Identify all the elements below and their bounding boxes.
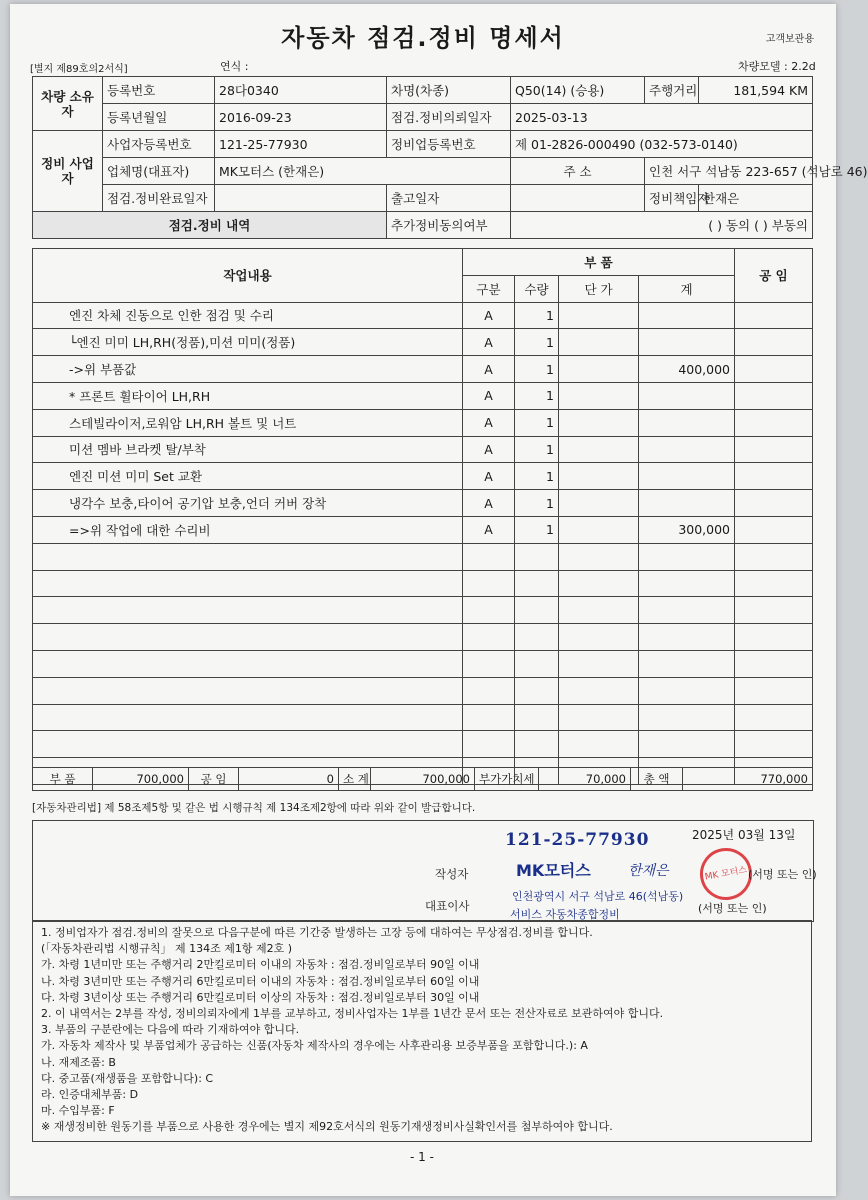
summary-table — [32, 767, 813, 791]
work-cell-labor — [735, 731, 813, 758]
work-table — [32, 248, 813, 785]
car-name-value: Q50(14) (승용) — [511, 77, 645, 104]
stamp-address-2: 서비스 자동차종합정비 — [510, 908, 620, 921]
work-cell-price — [559, 704, 639, 731]
work-cell-desc: └엔진 미미 LH,RH(정품),미션 미미(정품) — [33, 329, 463, 356]
work-cell-type — [463, 704, 515, 731]
work-cell-total — [639, 490, 735, 517]
work-cell-price — [559, 329, 639, 356]
work-cell-type — [463, 624, 515, 651]
work-cell-labor — [735, 543, 813, 570]
work-cell-price — [559, 570, 639, 597]
request-date-label: 점검.정비의뢰일자 — [387, 104, 511, 131]
note-line: 다. 중고품(재생품을 포함합니다): C — [41, 1071, 214, 1085]
table-row — [33, 543, 813, 570]
work-cell-price — [559, 624, 639, 651]
work-cell-desc: 스테빌라이저,로워암 LH,RH 볼트 및 너트 — [33, 409, 463, 436]
work-cell-type — [463, 677, 515, 704]
work-cell-type: A — [463, 382, 515, 409]
consent-value: ( ) 동의 ( ) 부동의 — [511, 212, 813, 239]
work-cell-total — [639, 650, 735, 677]
work-cell-total — [639, 382, 735, 409]
handwritten-name: 한재은 — [628, 863, 669, 879]
work-cell-labor — [735, 704, 813, 731]
qty-header: 수량 — [515, 275, 559, 302]
sum-subtotal-value: 700,000 — [371, 768, 475, 791]
work-cell-qty — [515, 624, 559, 651]
work-cell-price — [559, 302, 639, 329]
work-cell-labor — [735, 597, 813, 624]
work-cell-total — [639, 677, 735, 704]
work-cell-qty: 1 — [515, 490, 559, 517]
work-cell-labor — [735, 302, 813, 329]
work-cell-price — [559, 382, 639, 409]
work-cell-type: A — [463, 302, 515, 329]
note-line: 라. 인증대체부품: D — [41, 1088, 139, 1102]
out-date-value — [511, 185, 645, 212]
work-cell-qty — [515, 731, 559, 758]
details-label: 점검.정비 내역 — [33, 212, 387, 239]
work-cell-total — [639, 302, 735, 329]
table-row — [33, 731, 813, 758]
work-cell-total: 400,000 — [639, 356, 735, 383]
sign-label-1: (서명 또는 인) — [748, 868, 817, 881]
document-title: 자동차 점검.정비 명세서 — [281, 24, 565, 52]
work-cell-desc — [33, 677, 463, 704]
shop-reg-label: 정비업등록번호 — [387, 131, 511, 158]
work-cell-labor — [735, 409, 813, 436]
company-seal: MK 모터스 — [696, 844, 756, 904]
mileage-value: 181,594 KM — [699, 77, 813, 104]
work-cell-price — [559, 463, 639, 490]
work-cell-desc — [33, 650, 463, 677]
sum-total-label: 총 액 — [631, 768, 683, 791]
work-cell-labor — [735, 436, 813, 463]
owner-section-label: 차량 소유자 — [33, 77, 103, 131]
work-cell-desc: 엔진 미션 미미 Set 교환 — [33, 463, 463, 490]
work-cell-labor — [735, 463, 813, 490]
address-value: 인천 서구 석남동 223-657 (석남로 46) — [645, 158, 813, 185]
sum-vat-label: 부가가치세 — [475, 768, 539, 791]
car-name-label: 차명(차종) — [387, 77, 511, 104]
note-line: ※ 재생정비한 원동기를 부품으로 사용한 경우에는 별지 제92호서식의 원동기재생정비사실확인서를 첨부하여야 합니다. — [41, 1120, 613, 1134]
work-cell-price — [559, 650, 639, 677]
table-row — [33, 329, 813, 356]
table-row — [33, 409, 813, 436]
note-line: 1. 정비업자가 점검.정비의 잘못으로 다음구분에 따른 기간중 발생하는 고장 등에 대하여는 무상점검.정비를 합니다. — [41, 926, 593, 939]
table-row — [33, 436, 813, 463]
work-cell-qty — [515, 597, 559, 624]
reg-no-label: 등록번호 — [103, 77, 215, 104]
work-cell-total — [639, 329, 735, 356]
sum-subtotal-label: 소 계 — [339, 768, 371, 791]
work-cell-type: A — [463, 329, 515, 356]
sum-labor-value: 0 — [239, 768, 339, 791]
work-cell-price — [559, 597, 639, 624]
work-cell-price — [559, 516, 639, 543]
table-row — [33, 677, 813, 704]
rep-label: 대표이사 — [425, 899, 470, 913]
table-row — [33, 704, 813, 731]
work-cell-desc — [33, 624, 463, 651]
request-date-value: 2025-03-13 — [511, 104, 813, 131]
table-row — [33, 650, 813, 677]
type-header: 구분 — [463, 275, 515, 302]
work-cell-total — [639, 436, 735, 463]
table-row — [33, 356, 813, 383]
manager-label: 정비책임자 — [645, 185, 699, 212]
work-cell-price — [559, 409, 639, 436]
law-text: [자동차관리법] 제 58조제5항 및 같은 법 시행규칙 제 134조제2항에 따라 위와 같이 발급합니다. — [32, 802, 476, 814]
page-number: - 1 - — [410, 1150, 434, 1164]
note-line: 가. 자동차 제작사 및 부품업체가 공급하는 신품(자동차 제작사의 경우에는 사후관리용 보증부품을 포함합니다.): A — [41, 1039, 588, 1053]
model-version: 차량모델 : 2.2d — [738, 60, 816, 73]
table-row — [33, 463, 813, 490]
work-cell-total — [639, 597, 735, 624]
work-cell-desc: =>위 작업에 대한 수리비 — [33, 516, 463, 543]
work-cell-type: A — [463, 409, 515, 436]
address-label: 주 소 — [511, 158, 645, 185]
work-cell-qty: 1 — [515, 356, 559, 383]
work-cell-type: A — [463, 436, 515, 463]
mileage-label: 주행거리 — [645, 77, 699, 104]
work-cell-labor — [735, 356, 813, 383]
work-cell-desc: 엔진 차체 진동으로 인한 점검 및 수리 — [33, 302, 463, 329]
work-cell-qty: 1 — [515, 436, 559, 463]
work-cell-labor — [735, 650, 813, 677]
work-cell-price — [559, 490, 639, 517]
work-cell-desc: 냉각수 보충,타이어 공기압 보충,언더 커버 장착 — [33, 490, 463, 517]
work-cell-price — [559, 356, 639, 383]
work-cell-type — [463, 570, 515, 597]
work-cell-total — [639, 624, 735, 651]
writer-label: 작성자 — [435, 867, 469, 881]
work-cell-qty: 1 — [515, 382, 559, 409]
note-line: 다. 차령 3년이상 또는 주행거리 6만킬로미터 이상의 자동차 : 점검.정비일로부터 30일 이내 — [41, 990, 480, 1004]
consent-label: 추가정비동의여부 — [387, 212, 511, 239]
work-cell-total — [639, 543, 735, 570]
work-cell-type: A — [463, 490, 515, 517]
note-line: 가. 차령 1년미만 또는 주행거리 2만킬로미터 이내의 자동차 : 점검.정비일로부터 90일 이내 — [41, 958, 480, 972]
work-cell-qty — [515, 650, 559, 677]
table-row — [33, 516, 813, 543]
work-cell-qty: 1 — [515, 516, 559, 543]
work-header: 작업내용 — [33, 249, 463, 303]
biz-no-label: 사업자등록번호 — [103, 131, 215, 158]
work-cell-labor — [735, 382, 813, 409]
work-cell-price — [559, 677, 639, 704]
work-cell-total — [639, 409, 735, 436]
work-cell-qty: 1 — [515, 409, 559, 436]
work-cell-type — [463, 597, 515, 624]
work-cell-labor — [735, 570, 813, 597]
form-type-label: 연식 : — [220, 60, 249, 73]
manager-value: 한재은 — [699, 185, 813, 212]
work-cell-type: A — [463, 463, 515, 490]
note-line: 나. 재제조품: B — [41, 1055, 116, 1069]
work-cell-price — [559, 543, 639, 570]
work-cell-labor — [735, 624, 813, 651]
labor-header: 공 임 — [735, 249, 813, 303]
work-cell-qty — [515, 570, 559, 597]
sign-label-2: (서명 또는 인) — [698, 902, 767, 915]
total-header: 계 — [639, 275, 735, 302]
note-line: 마. 수입부품: F — [41, 1104, 115, 1118]
work-cell-desc: ->위 부품값 — [33, 356, 463, 383]
work-cell-total — [639, 463, 735, 490]
work-cell-qty — [515, 543, 559, 570]
work-cell-labor — [735, 516, 813, 543]
work-cell-total — [639, 704, 735, 731]
done-date-value — [215, 185, 387, 212]
work-cell-desc — [33, 543, 463, 570]
notes-block — [32, 920, 812, 1142]
done-date-label: 점검.정비완료일자 — [103, 185, 215, 212]
work-cell-qty: 1 — [515, 329, 559, 356]
work-cell-labor — [735, 677, 813, 704]
work-cell-desc — [33, 731, 463, 758]
table-row — [33, 490, 813, 517]
form-number: [별지 제89호의2서식] — [30, 64, 128, 75]
biz-no-value: 121-25-77930 — [215, 131, 387, 158]
work-cell-qty — [515, 704, 559, 731]
table-row — [33, 382, 813, 409]
copy-label: 고객보관용 — [765, 34, 814, 45]
work-cell-type: A — [463, 516, 515, 543]
work-cell-desc — [33, 597, 463, 624]
issue-date: 2025년 03월 13일 — [692, 828, 796, 842]
work-cell-desc — [33, 704, 463, 731]
note-line: 3. 부품의 구분란에는 다음에 따라 기재하여야 합니다. — [41, 1023, 300, 1037]
stamp-address: 인천광역시 서구 석남로 46(석남동) — [512, 890, 684, 903]
table-row — [33, 597, 813, 624]
vehicle-info-table — [32, 76, 868, 239]
work-cell-type — [463, 731, 515, 758]
table-row — [33, 570, 813, 597]
work-cell-type — [463, 650, 515, 677]
work-cell-total — [639, 731, 735, 758]
note-line: (「자동차관리법 시행규칙」 제 134조 제1항 제2호 ) — [41, 942, 293, 956]
table-row — [33, 624, 813, 651]
work-cell-labor — [735, 490, 813, 517]
reg-date-label: 등록년월일 — [103, 104, 215, 131]
work-cell-total — [639, 570, 735, 597]
work-cell-qty: 1 — [515, 463, 559, 490]
work-cell-total: 300,000 — [639, 516, 735, 543]
work-cell-desc: * 프론트 휠타이어 LH,RH — [33, 382, 463, 409]
out-date-label: 출고일자 — [387, 185, 511, 212]
work-cell-desc — [33, 570, 463, 597]
work-cell-price — [559, 731, 639, 758]
work-cell-type — [463, 543, 515, 570]
shop-reg-value: 제 01-2826-000490 (032-573-0140) — [511, 131, 813, 158]
business-section-label: 정비 사업자 — [33, 131, 103, 212]
company-label: 업체명(대표자) — [103, 158, 215, 185]
reg-date-value: 2016-09-23 — [215, 104, 387, 131]
sum-parts-label: 부 품 — [33, 768, 93, 791]
work-cell-desc: 미션 멤바 브라켓 탈/부착 — [33, 436, 463, 463]
stamp-reg-number: 121-25-77930 — [505, 830, 650, 850]
company-value: MK모터스 (한재은) — [215, 158, 511, 185]
reg-no-value: 28다0340 — [215, 77, 387, 104]
stamp-company: MK모터스 — [516, 861, 591, 880]
price-header: 단 가 — [559, 275, 639, 302]
note-line: 2. 이 내역서는 2부를 작성, 정비의뢰자에게 1부를 교부하고, 정비사업자는 1부를 1년간 문서 또는 전산자료로 보관하여야 합니다. — [41, 1007, 664, 1021]
work-cell-qty: 1 — [515, 302, 559, 329]
work-cell-type: A — [463, 356, 515, 383]
sum-vat-value: 70,000 — [539, 768, 631, 791]
work-cell-qty — [515, 677, 559, 704]
parts-header: 부 품 — [463, 249, 735, 276]
note-line: 나. 차령 3년미만 또는 주행거리 6만킬로미터 이내의 자동차 : 점검.정비일로부터 60일 이내 — [41, 974, 480, 988]
work-cell-price — [559, 436, 639, 463]
table-row — [33, 302, 813, 329]
sum-parts-value: 700,000 — [93, 768, 189, 791]
work-cell-labor — [735, 329, 813, 356]
sum-total-value: 770,000 — [683, 768, 813, 791]
sum-labor-label: 공 임 — [189, 768, 239, 791]
